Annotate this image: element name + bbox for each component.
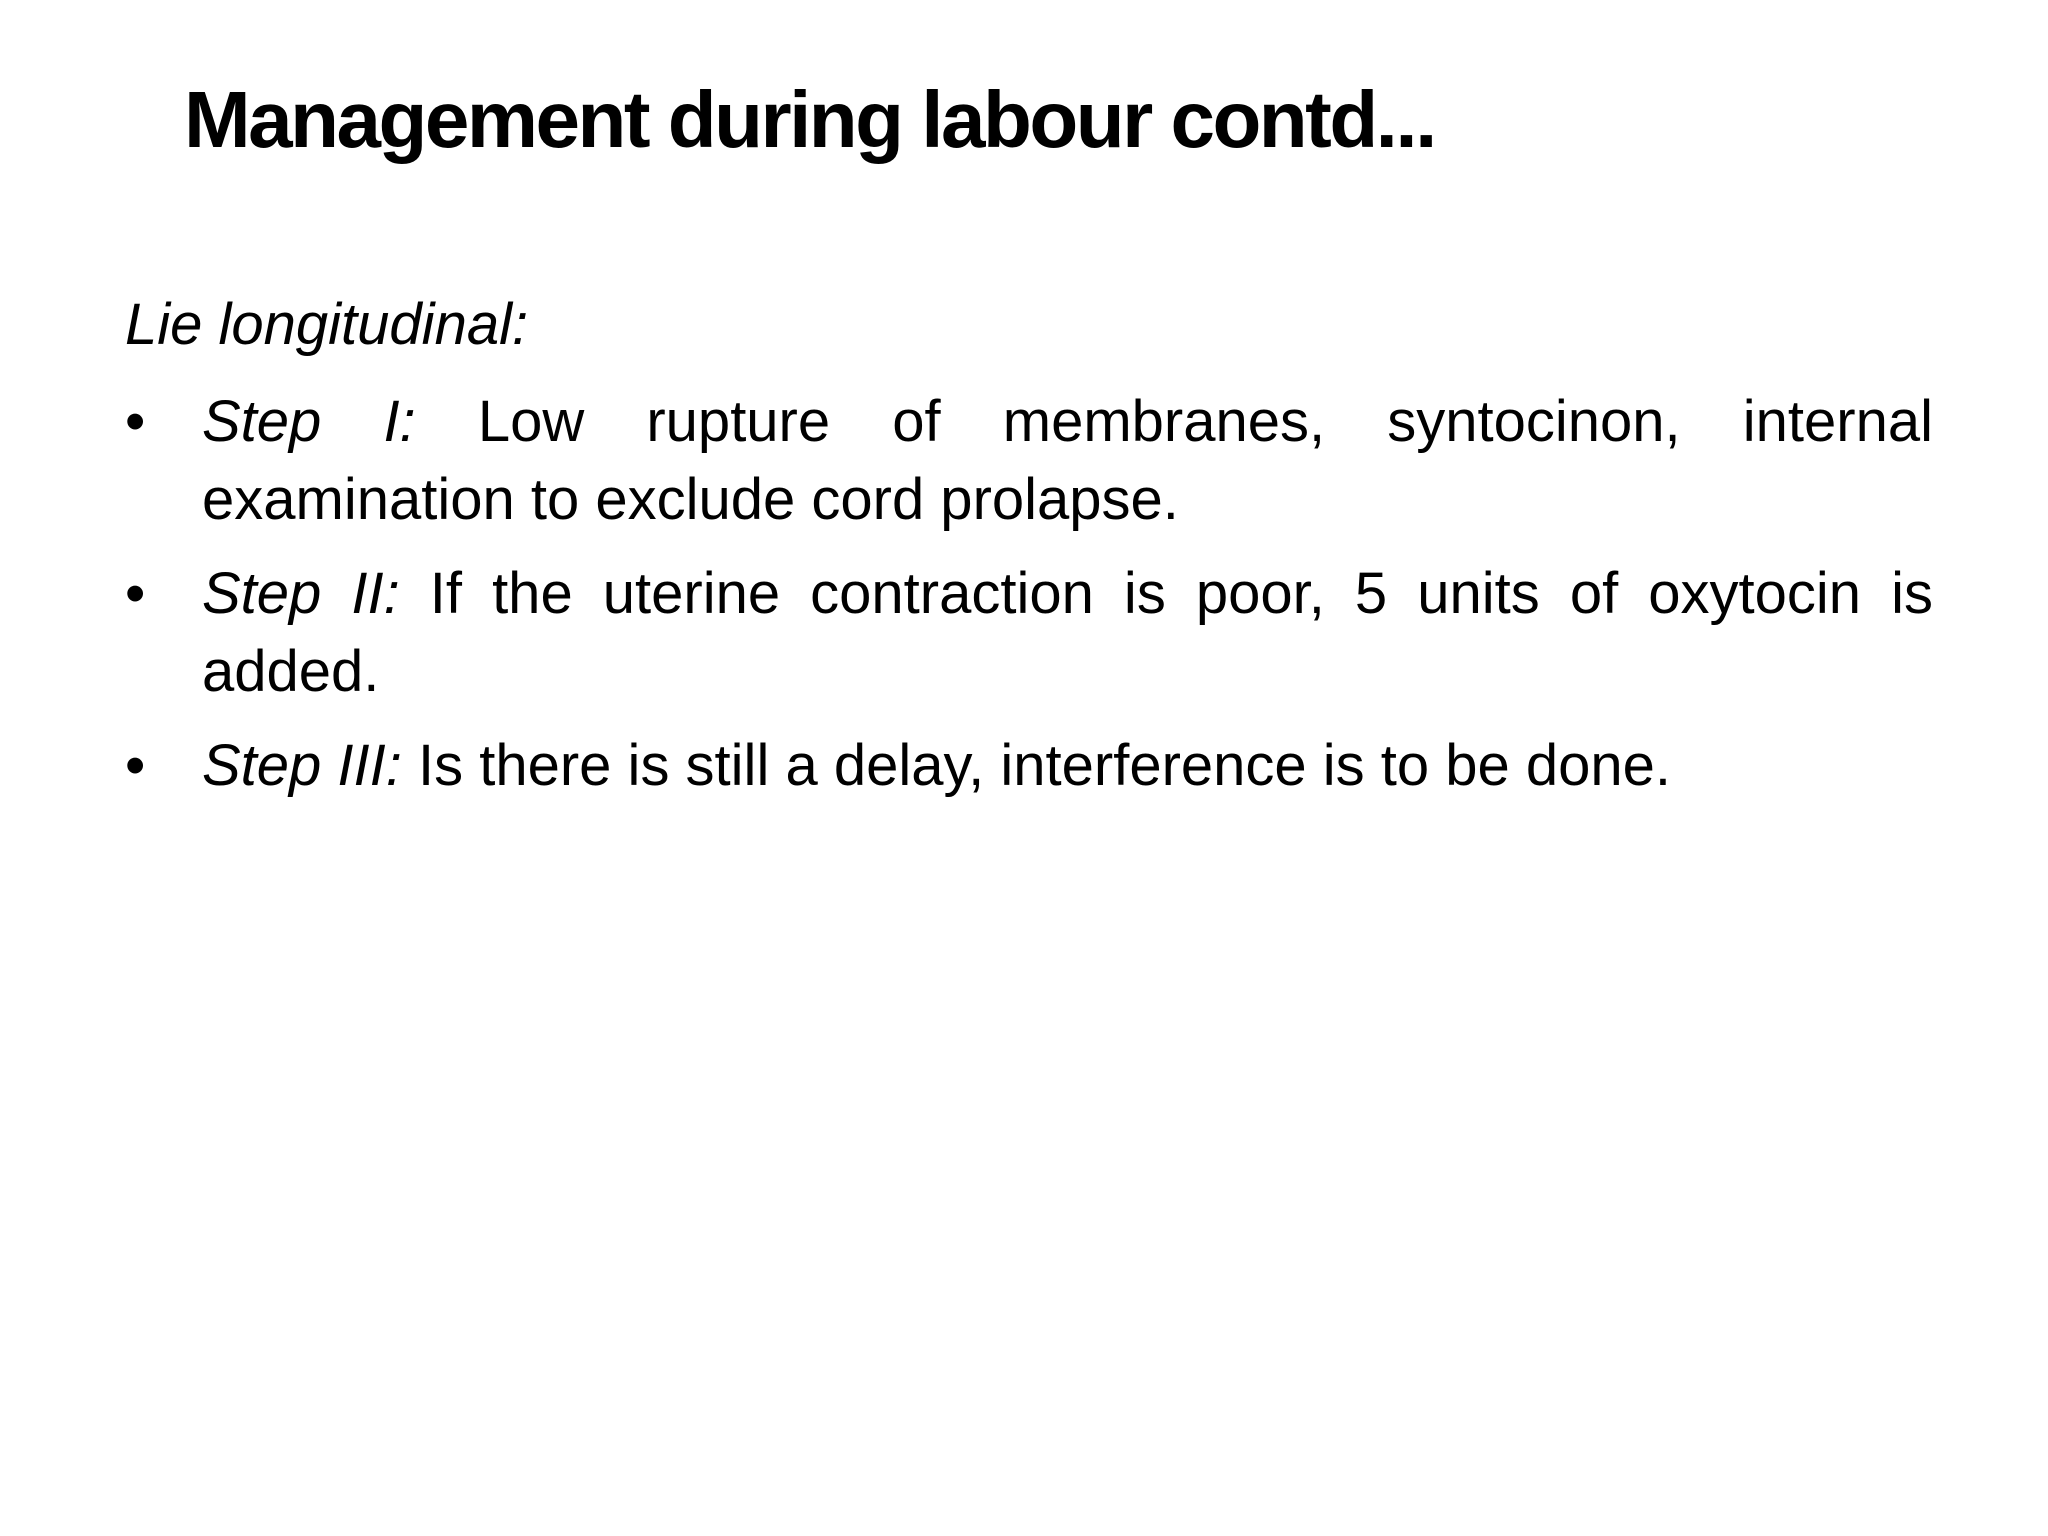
bullet-icon: •: [125, 561, 146, 626]
slide-content: [125, 283, 1933, 805]
step-label: Step II:: [202, 561, 400, 626]
slide-title: Management during labour contd...: [184, 75, 1435, 164]
bullet-icon: •: [125, 389, 146, 454]
step-text: Low rupture of membranes, syntocinon, internal examination to exclude cord prolapse.: [202, 389, 1933, 532]
list-item: [125, 555, 1933, 711]
step-text: Is there is still a delay, interference is to be done.: [418, 733, 1672, 798]
step-text: If the uterine contraction is poor, 5 units of oxytocin is added.: [202, 561, 1933, 704]
step-label: Step I:: [202, 389, 416, 454]
bullet-icon: •: [125, 733, 146, 798]
list-item: [125, 383, 1933, 539]
subheading: Lie longitudinal:: [125, 292, 529, 357]
list-item: [125, 727, 1933, 805]
step-list: [125, 383, 1933, 805]
step-label: Step III:: [202, 733, 402, 798]
